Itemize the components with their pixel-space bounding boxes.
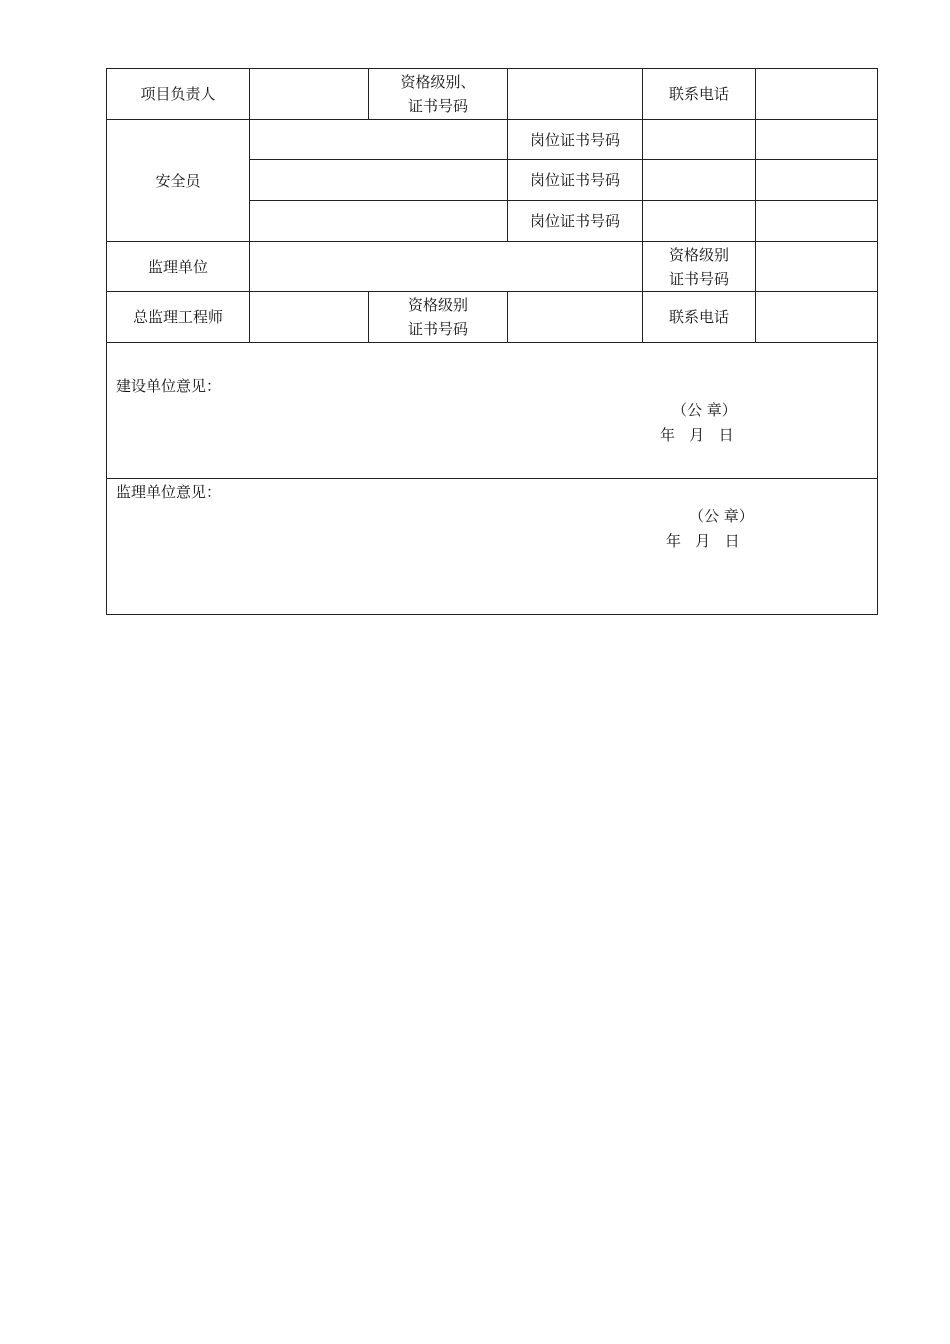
project-manager-qual-label (369, 69, 507, 119)
construction-opinion-label: 建设单位意见： (116, 377, 222, 395)
safety-officer-label: 安全员 (155, 171, 201, 190)
project-manager-cert-field[interactable] (508, 69, 642, 119)
supervision-date-text: 年 月 日 (666, 532, 740, 550)
safety-officer-name-field[interactable] (250, 160, 507, 200)
chief-supervisor-phone-label: 联系电话 (668, 308, 729, 326)
construction-date-text: 年 月 日 (660, 426, 734, 444)
qual-label-line1: 资格级别 (668, 245, 729, 264)
supervision-unit-qual-label (643, 242, 755, 291)
supervision-seal-text: （公 章） (689, 507, 754, 525)
safety-officer-extra-field[interactable] (756, 201, 877, 241)
supervision-unit-name-field[interactable] (250, 242, 642, 291)
safety-officer-cert-field[interactable] (643, 160, 755, 200)
project-manager-name-field[interactable] (250, 69, 368, 119)
qual-label-line1: 资格级别、 (400, 73, 476, 91)
chief-supervisor-qual-label (369, 292, 507, 342)
safety-officer-cert-label: 岗位证书号码 (529, 171, 620, 189)
safety-officer-cert-field[interactable] (643, 201, 755, 241)
chief-supervisor-phone-field[interactable] (756, 292, 877, 342)
project-manager-phone-field[interactable] (756, 69, 877, 119)
chief-supervisor-label: 总监理工程师 (132, 308, 223, 326)
safety-officer-extra-field[interactable] (756, 160, 877, 200)
safety-officer-name-field[interactable] (250, 201, 507, 241)
chief-supervisor-cert-field[interactable] (508, 292, 642, 342)
supervision-unit-cert-field[interactable] (756, 242, 877, 291)
supervision-unit-label: 监理单位 (147, 257, 208, 276)
safety-officer-name-field[interactable] (250, 120, 507, 159)
chief-supervisor-name-field[interactable] (250, 292, 368, 342)
construction-seal-text: （公 章） (672, 401, 737, 419)
table-border-bottom (106, 614, 878, 615)
project-manager-phone-label: 联系电话 (668, 85, 729, 103)
supervision-opinion-box[interactable] (107, 479, 877, 614)
safety-officer-extra-field[interactable] (756, 120, 877, 159)
safety-officer-cert-label: 岗位证书号码 (529, 130, 620, 149)
safety-officer-cert-label: 岗位证书号码 (529, 212, 620, 230)
supervision-opinion-label: 监理单位意见： (116, 483, 222, 501)
qual-label-line2: 证书号码 (407, 320, 468, 338)
table-border-right (877, 68, 878, 615)
safety-officer-cert-field[interactable] (643, 120, 755, 159)
qual-label-line2: 证书号码 (407, 97, 468, 115)
qual-label-line1: 资格级别 (407, 296, 468, 314)
project-manager-label: 项目负责人 (140, 85, 216, 103)
qual-label-line2: 证书号码 (668, 269, 729, 288)
construction-opinion-box[interactable] (107, 343, 877, 478)
